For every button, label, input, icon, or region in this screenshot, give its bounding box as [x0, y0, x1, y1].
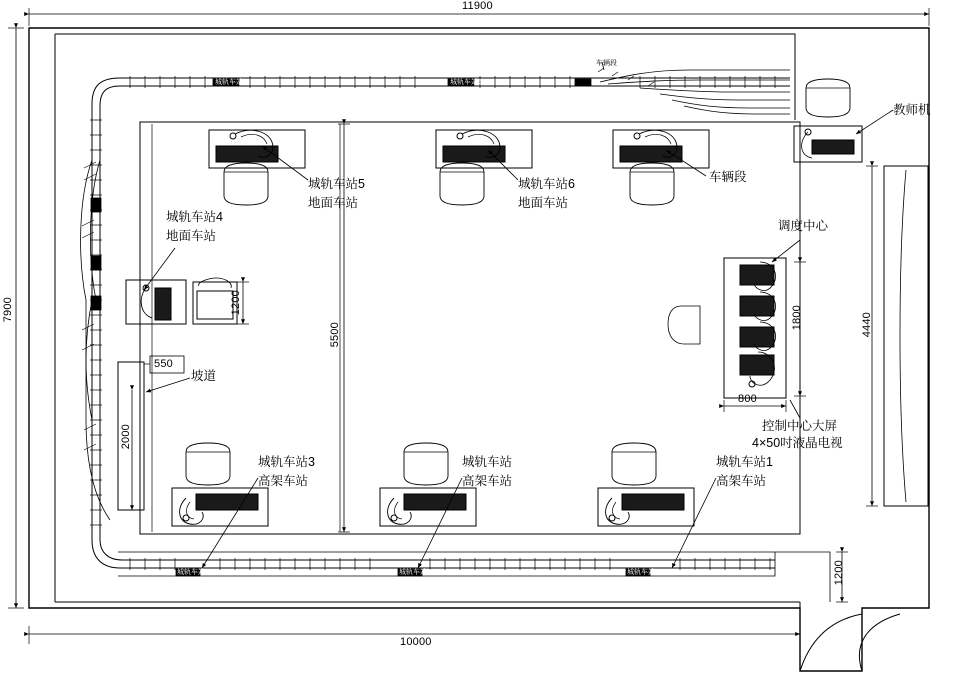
label-depot-track: 车辆段 — [596, 60, 617, 67]
dimension-inner-width: 5500 — [329, 322, 341, 348]
label-station4-line2: 地面车站 — [166, 229, 217, 243]
label-station5-line1: 城轨车站5 — [308, 177, 365, 191]
label-station1-line1: 城轨车站1 — [716, 455, 773, 469]
label-station5-line2: 地面车站 — [308, 196, 359, 210]
label-station3-line2: 高架车站 — [258, 474, 309, 488]
dimension-console-height: 1800 — [791, 305, 803, 331]
label-station2-line2: 高架车站 — [462, 474, 513, 488]
label-dispatch-center: 调度中心 — [778, 219, 829, 233]
dimension-lower-platform: 1200 — [833, 560, 845, 586]
dimension-bottom-overall: 10000 — [400, 636, 432, 648]
track-sign-bot-3: 城轨车站1 — [627, 569, 659, 576]
track-sign-top-1: 城轨车站4 — [215, 79, 247, 86]
label-depot: 车辆段 — [709, 170, 747, 184]
label-station6-line1: 城轨车站6 — [518, 177, 575, 191]
label-station4-line1: 城轨车站4 — [166, 210, 223, 224]
dimension-top-overall: 11900 — [462, 0, 493, 12]
label-control-screen-line2: 4×50吋液晶电视 — [752, 436, 843, 450]
dimension-right-section: 4440 — [861, 312, 873, 338]
label-control-screen-line1: 控制中心大屏 — [762, 419, 838, 433]
label-station6-line2: 地面车站 — [518, 196, 569, 210]
track-sign-bot-1: 城轨车站3 — [177, 569, 209, 576]
track-sign-bot-2: 城轨车站2 — [399, 569, 431, 576]
label-station2-line1: 城轨车站 — [462, 455, 513, 469]
label-ramp: 坡道 — [191, 369, 217, 383]
label-station1-line2: 高架车站 — [716, 474, 767, 488]
dimension-console-width: 800 — [738, 393, 757, 405]
label-teacher-station: 教师机 — [893, 103, 931, 117]
dimension-left-overall: 7900 — [2, 297, 14, 323]
label-station3-line1: 城轨车站3 — [258, 455, 315, 469]
dimension-platform-depth: 1200 — [230, 290, 242, 316]
dimension-ramp-width: 550 — [154, 358, 173, 370]
dimension-ramp-height: 2000 — [120, 424, 132, 450]
track-sign-top-2: 城轨车站5 — [450, 79, 482, 86]
